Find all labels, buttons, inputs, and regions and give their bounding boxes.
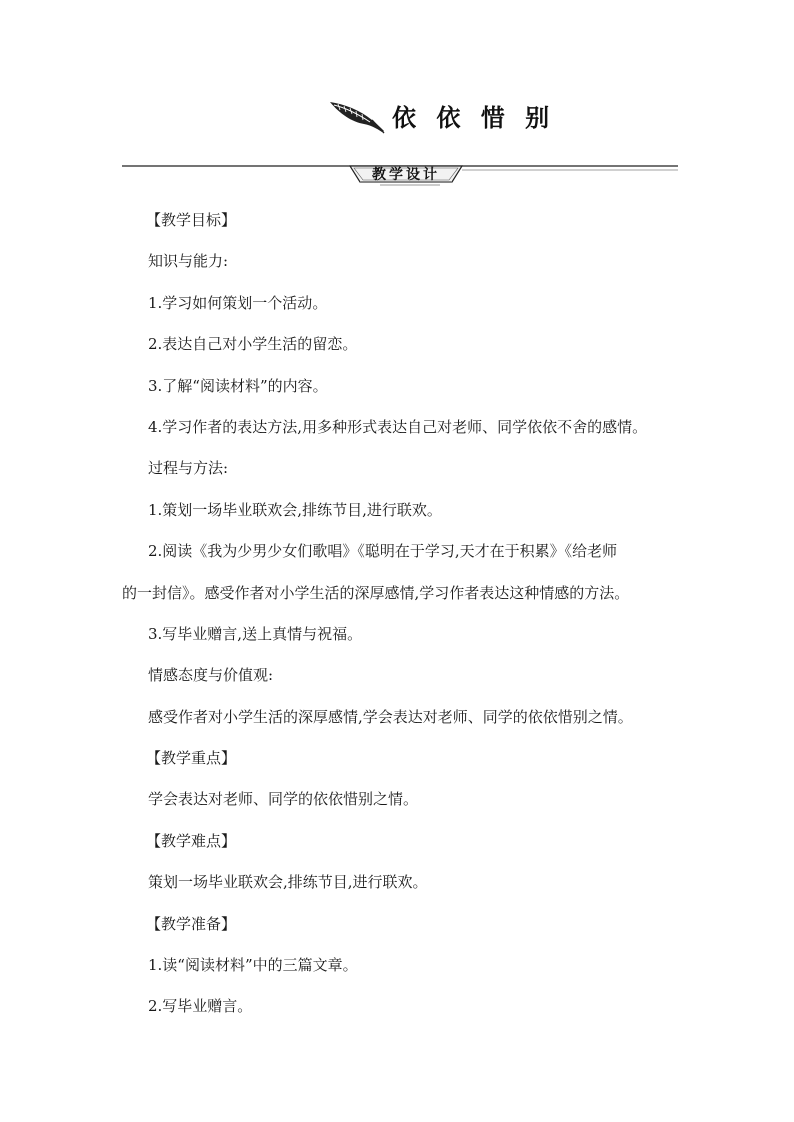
paragraph: 策划一场毕业联欢会,排练节目,进行联欢。 [148,873,428,892]
list-item: 2.阅读《我为少男少女们歌唱》《聪明在于学习,天才在于积累》《给老师 [148,542,618,561]
paragraph: 感受作者对小学生活的深厚感情,学会表达对老师、同学的依依惜别之情。 [148,707,633,726]
quill-icon [326,98,386,134]
list-item: 1.策划一场毕业联欢会,排练节目,进行联欢。 [148,500,442,519]
document-header [0,96,794,140]
list-item-continuation: 的一封信》。感受作者对小学生活的深厚感情,学习作者表达这种情感的方法。 [122,583,630,602]
subheading-attitude: 情感态度与价值观: [148,666,274,685]
subheading-process: 过程与方法: [148,459,229,478]
list-item: 3.了解“阅读材料”的内容。 [148,376,328,395]
paragraph: 学会表达对老师、同学的依依惜别之情。 [148,790,419,809]
section-label: 教学设计 [372,167,440,183]
list-item: 2.表达自己对小学生活的留恋。 [148,335,358,354]
lesson-content [122,210,682,1038]
subheading-knowledge: 知识与能力: [148,252,229,271]
section-banner [0,156,794,196]
heading-key-points: 【教学重点】 [146,749,237,768]
list-item: 1.学习如何策划一个活动。 [148,293,328,312]
heading-difficulties: 【教学难点】 [146,831,237,850]
page-title: 依 依 惜 别 [392,104,556,132]
list-item: 3.写毕业赠言,送上真情与祝福。 [148,624,363,643]
list-item: 2.写毕业赠言。 [148,997,253,1016]
list-item: 1.读“阅读材料”中的三篇文章。 [148,956,358,975]
heading-preparation: 【教学准备】 [146,914,237,933]
heading-objectives: 【教学目标】 [146,211,237,229]
list-item: 4.学习作者的表达方法,用多种形式表达自己对老师、同学依依不舍的感情。 [148,417,648,436]
